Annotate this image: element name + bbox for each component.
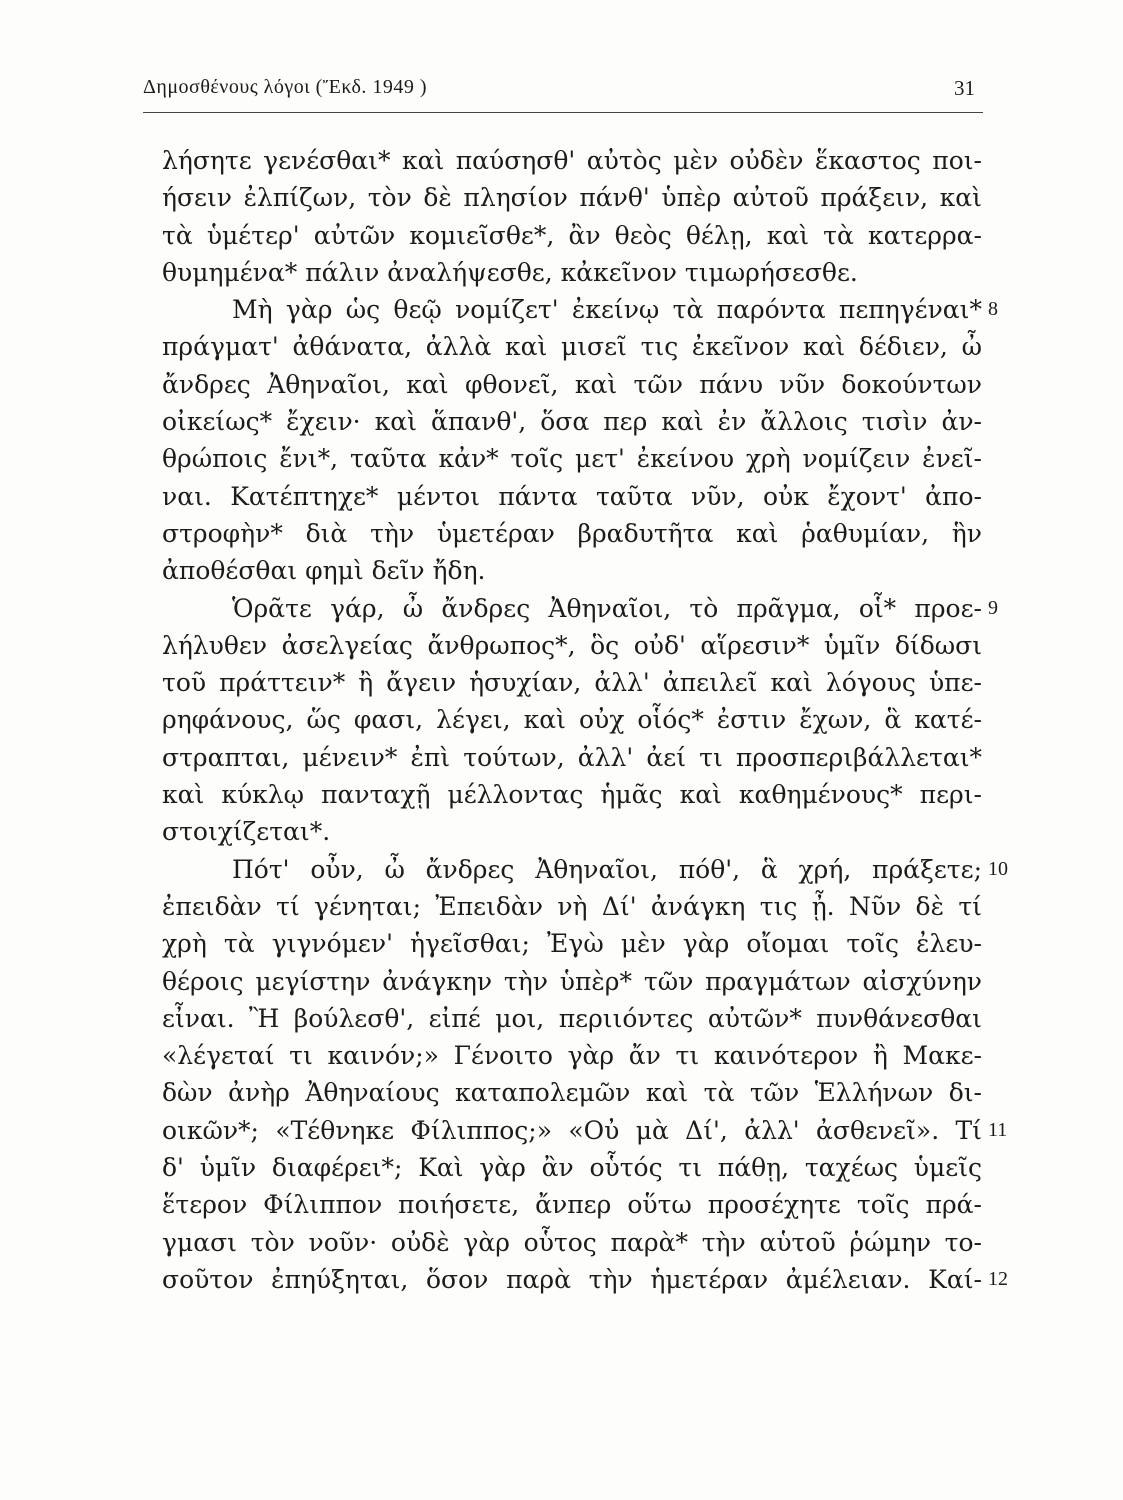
text-line: χρὴ τὰ γιγνόμεν' ἡγεῖσθαι; Ἐγὼ μὲν γὰρ οἴομαι τοῖς ἐλευ- — [162, 929, 982, 959]
text-line: Μὴ γὰρ ὡς θεῷ νομίζετ' ἐκείνῳ τὰ παρόντα πεπηγέναι* 8 — [162, 291, 982, 328]
text-line: θυμημένα* πάλιν ἀναλήψεσθε, κἀκεῖνον τιμωρήσεσθε. — [162, 257, 858, 287]
text-line: τοῦ πράττειν* ἢ ἄγειν ἡσυχίαν, ἀλλ' ἀπειλεῖ καὶ λόγους ὑπε- — [162, 668, 982, 698]
section-number: 12 — [988, 1267, 1008, 1290]
section-number: 10 — [988, 857, 1008, 880]
text-body — [162, 142, 1008, 1298]
text-line: δὼν ἀνὴρ Ἀθηναίους καταπολεμῶν καὶ τὰ τῶν Ἑλλήνων δι- — [162, 1078, 982, 1108]
section-number: 8 — [988, 298, 998, 321]
text-line: οἰκείως* ἔχειν· καὶ ἅπανθ', ὅσα περ καὶ ἐν ἄλλοις τισὶν ἀν- — [162, 407, 982, 437]
text-line: εἶναι. Ἢ βούλεσθ', εἰπέ μοι, περιιόντες αὐτῶν* πυνθάνεσθαι — [162, 1003, 982, 1033]
text-line: δ' ὑμῖν διαφέρει*; Καὶ γὰρ ἂν οὗτός τι πάθῃ, ταχέως ὑμεῖς — [162, 1153, 982, 1183]
text-line: θέροις μεγίστην ἀνάγκην τὴν ὑπὲρ* τῶν πραγμάτων αἰσχύνην — [162, 966, 982, 996]
section-number: 11 — [988, 1118, 1008, 1141]
page-number: 31 — [954, 76, 975, 100]
text-line: στραπται, μένειν* ἐπὶ τούτων, ἀλλ' ἀεί τι προσπεριβάλλεται* — [162, 742, 982, 772]
text-line: ναι. Κατέπτηχε* μέντοι πάντα ταῦτα νῦν, οὐκ ἔχοντ' ἀπο- — [162, 481, 982, 511]
text-line: «λέγεταί τι καινόν;» Γένοιτο γὰρ ἄν τι καινότερον ἢ Μακε- — [162, 1041, 982, 1071]
text-line: λήσητε γενέσθαι* καὶ παύσησθ' αὐτὸς μὲν οὐδὲν ἕκαστος ποι- — [162, 146, 982, 175]
text-line: ἀποθέσθαι φημὶ δεῖν ἤδη. — [162, 556, 486, 586]
text-line: καὶ κύκλῳ πανταχῇ μέλλοντας ἡμᾶς καὶ καθημένους* περι- — [162, 780, 982, 810]
section-number: 9 — [988, 596, 998, 619]
text-line: στροφὴν* διὰ τὴν ὑμετέραν βραδυτῆτα καὶ ῥαθυμίαν, ἣν — [162, 518, 982, 548]
running-header — [143, 72, 983, 113]
text-line: σοῦτον ἐπηύξηται, ὅσον παρὰ τὴν ἡμετέραν ἀμέλειαν. Καί- 12 — [162, 1261, 982, 1298]
text-line: ἐπειδὰν τί γένηται; Ἐπειδὰν νὴ Δί' ἀνάγκη τις ᾖ. Νῦν δὲ τί — [162, 891, 982, 921]
text-line: ρηφάνους, ὥς φασι, λέγει, καὶ οὐχ οἷός* ἐστιν ἔχων, ἃ κατέ- — [162, 705, 982, 735]
text-line: οικῶν*; «Τέθνηκε Φίλιππος;» «Οὐ μὰ Δί', ἀλλ' ἀσθενεῖ». Τί 11 — [162, 1112, 982, 1149]
text-line: ἄνδρες Ἀθηναῖοι, καὶ φθονεῖ, καὶ τῶν πάνυ νῦν δοκούντων — [162, 369, 982, 399]
text-line: Πότ' οὖν, ὦ ἄνδρες Ἀθηναῖοι, πόθ', ἃ χρή, πράξετε; 10 — [162, 851, 982, 888]
text-line: θρώποις ἔνι*, ταῦτα κἀν* τοῖς μετ' ἐκείνου χρὴ νομίζειν ἐνεῖ- — [162, 444, 982, 474]
text-line: λήλυθεν ἀσελγείας ἄνθρωπος*, ὃς οὐδ' αἵρεσιν* ὑμῖν δίδωσι — [162, 630, 982, 660]
text-line: ἕτερον Φίλιππον ποιήσετε, ἄνπερ οὕτω προσέχητε τοῖς πρά- — [162, 1190, 982, 1220]
text-line: τὰ ὑμέτερ' αὐτῶν κομιεῖσθε*, ἂν θεὸς θέλῃ, καὶ τὰ κατερρα- — [162, 220, 982, 250]
text-line: γμασι τὸν νοῦν· οὐδὲ γὰρ οὗτος παρὰ* τὴν αὑτοῦ ῥώμην το- — [162, 1227, 982, 1257]
header-title: Δημοσθένους λόγοι (Ἔκδ. 1949 ) — [143, 76, 428, 98]
text-line: στοιχίζεται*. — [162, 817, 331, 847]
text-line: ήσειν ἐλπίζων, τὸν δὲ πλησίον πάνθ' ὑπὲρ αὐτοῦ πράξειν, καὶ — [162, 183, 982, 213]
text-line: πράγματ' ἀθάνατα, ἀλλὰ καὶ μισεῖ τις ἐκεῖνον καὶ δέδιεν, ὦ — [162, 332, 982, 362]
text-line: Ὁρᾶτε γάρ, ὦ ἄνδρες Ἀθηναῖοι, τὸ πρᾶγμα, οἷ* προε- 9 — [162, 590, 982, 627]
